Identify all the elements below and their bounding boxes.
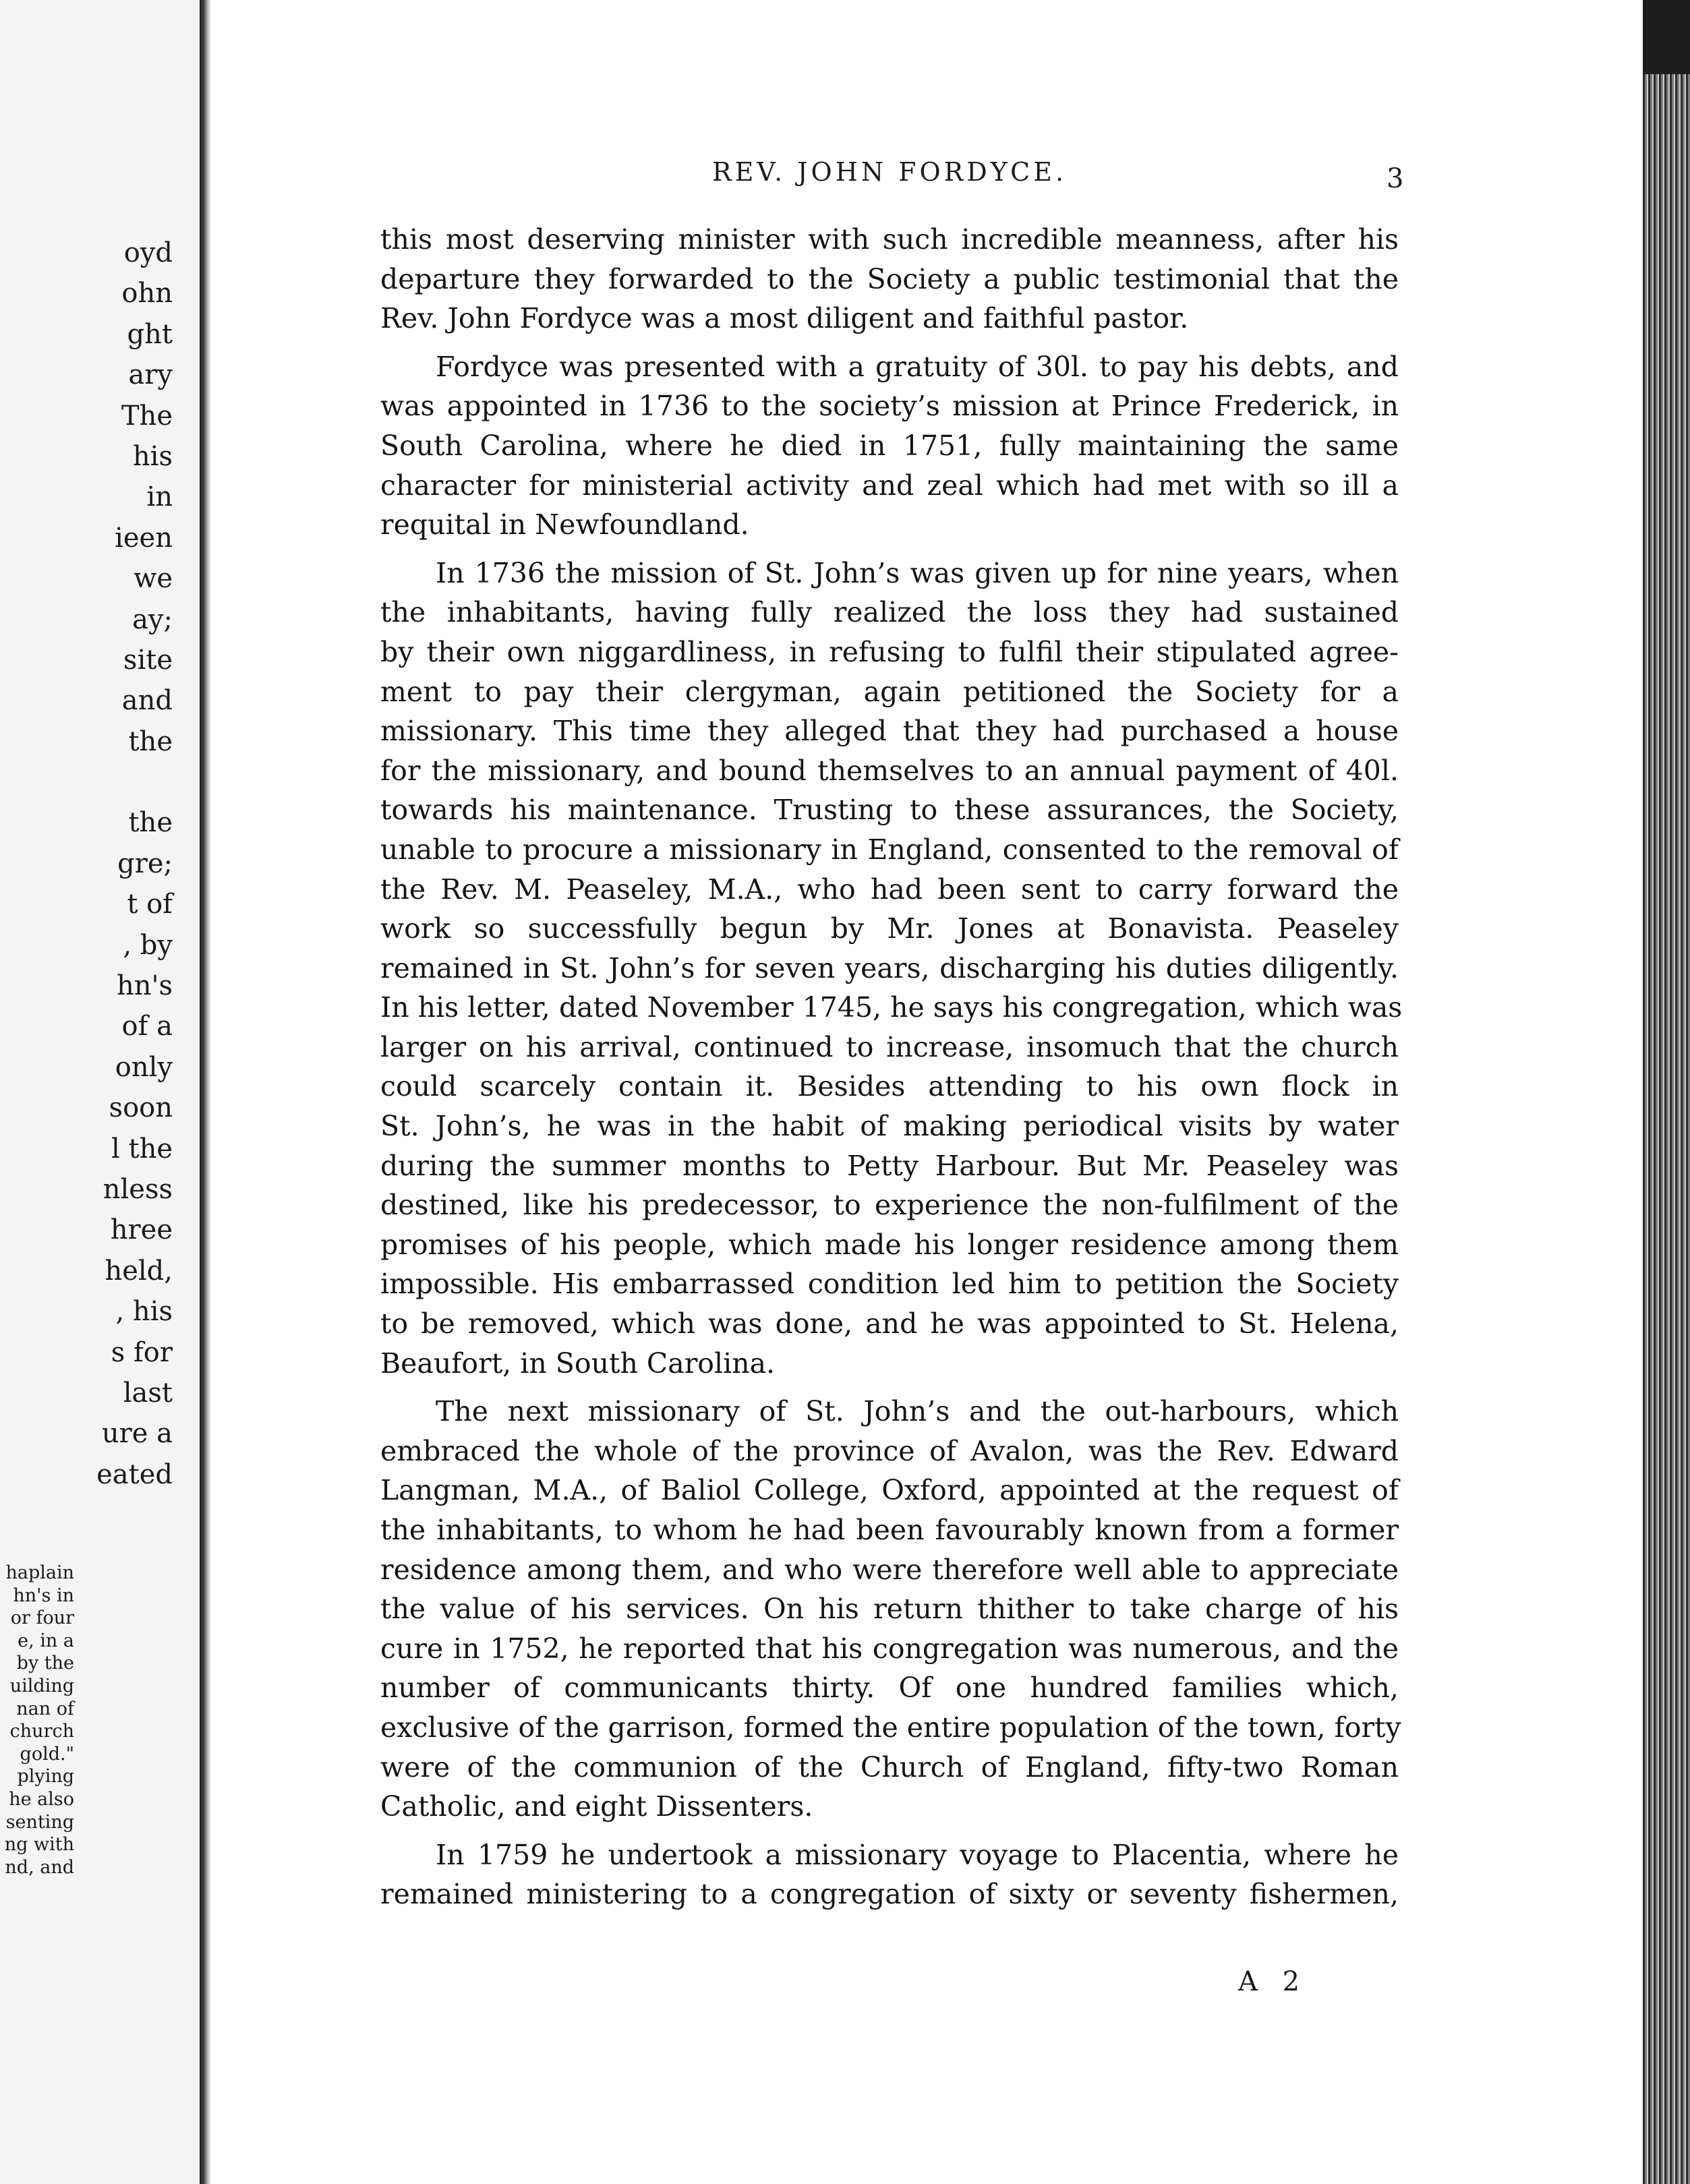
paragraph bbox=[380, 1392, 1399, 1827]
fragment-line: t of bbox=[127, 889, 173, 920]
page-number: 3 bbox=[1387, 163, 1404, 194]
fragment-line: and bbox=[121, 685, 173, 717]
text-line: In 1736 the mission of St. John’s was given up for nine years, when bbox=[436, 556, 1399, 589]
text-line: remained in St. John’s for seven years, discharging his duties diligently. bbox=[380, 951, 1399, 984]
fragment-line: soon bbox=[109, 1092, 173, 1124]
footnote-line: gold." bbox=[20, 1743, 74, 1765]
fragment-line: in bbox=[146, 481, 173, 513]
left-page-footnotes bbox=[0, 1562, 74, 1879]
fragment-line: hree bbox=[110, 1214, 173, 1246]
fragment-line: oyd bbox=[123, 237, 173, 268]
footnote-line: hn's in bbox=[13, 1585, 74, 1606]
text-line: work so successfully begun by Mr. Jones at Bonavista. Peaseley bbox=[380, 912, 1399, 945]
fragment-gap bbox=[96, 762, 173, 802]
text-line: cure in 1752, he reported that his congregation was numerous, and the bbox=[380, 1632, 1399, 1665]
text-line: unable to procure a missionary in England, consented to the removal of bbox=[380, 833, 1399, 866]
text-line: In 1759 he undertook a missionary voyage to Placentia, where he bbox=[436, 1838, 1399, 1871]
fragment-line: hn's bbox=[116, 970, 173, 1002]
text-line: missionary. This time they alleged that they had purchased a house bbox=[380, 715, 1399, 748]
text-line: departure they forwarded to the Society a public testimonial that the bbox=[380, 262, 1399, 295]
fragment-line: the bbox=[128, 807, 173, 839]
footnote-line: church bbox=[9, 1721, 74, 1742]
fragment-line: ieen bbox=[115, 522, 173, 554]
page-edge-shadow bbox=[1643, 0, 1690, 74]
paragraph bbox=[380, 1835, 1399, 1914]
paragraph bbox=[380, 554, 1403, 1383]
fragment-line: held, bbox=[105, 1255, 173, 1287]
book-gutter bbox=[200, 0, 210, 2184]
fragment-line: , by bbox=[123, 929, 173, 961]
text-line: the inhabitants, having fully realized the loss they had sustained bbox=[380, 596, 1399, 629]
page-edges bbox=[1643, 0, 1690, 2184]
fragment-line: ght bbox=[127, 318, 173, 350]
text-line: Beaufort, in South Carolina. bbox=[380, 1347, 776, 1380]
text-line: character for ministerial activity and zeal which had met with so ill a bbox=[380, 469, 1399, 502]
footnote-line: e, in a bbox=[18, 1630, 74, 1651]
text-line: by their own niggardliness, in refusing to fulfil their stipulated agree- bbox=[380, 635, 1399, 668]
footnote-line: nan of bbox=[16, 1698, 74, 1719]
footnote-line: by the bbox=[16, 1653, 74, 1674]
fragment-line: s for bbox=[111, 1336, 173, 1368]
footnote-line: senting bbox=[5, 1811, 74, 1833]
text-line: Langman, M.A., of Baliol College, Oxford, appointed at the request of bbox=[380, 1474, 1399, 1507]
text-line: destined, like his predecessor, to experience the non-fulfilment of the bbox=[380, 1189, 1399, 1222]
text-line: could scarcely contain it. Besides attending to his own flock in bbox=[380, 1070, 1399, 1103]
text-line: towards his maintenance. Trusting to these assurances, the Society, bbox=[380, 794, 1399, 827]
fragment-line: nless bbox=[103, 1173, 173, 1205]
text-line: The next missionary of St. John’s and the out-harbours, which bbox=[436, 1395, 1399, 1428]
text-line: promises of his people, which made his longer residence among them bbox=[380, 1228, 1399, 1261]
signature-mark: A 2 bbox=[1238, 1966, 1308, 1997]
text-line: the inhabitants, to whom he had been favourably known from a former bbox=[380, 1514, 1399, 1546]
footnote-line: nd, and bbox=[5, 1856, 74, 1878]
text-line: South Carolina, where he died in 1751, fully maintaining the same bbox=[380, 429, 1399, 462]
text-line: exclusive of the garrison, formed the entire population of the town, forty bbox=[380, 1711, 1401, 1744]
fragment-line: ary bbox=[128, 359, 173, 391]
text-line: were of the communion of the Church of England, fifty-two Roman bbox=[380, 1750, 1399, 1783]
text-line: St. John’s, he was in the habit of making periodical visits by water bbox=[380, 1110, 1399, 1143]
footnote-line: haplain bbox=[5, 1562, 74, 1583]
fragment-line: The bbox=[121, 400, 173, 432]
footnote-line: plying bbox=[17, 1766, 74, 1788]
text-line: the Rev. M. Peaseley, M.A., who had been sent to carry forward the bbox=[380, 873, 1399, 906]
paragraph bbox=[380, 220, 1399, 338]
footnote-line: uilding bbox=[9, 1675, 74, 1696]
fragment-line: ay; bbox=[132, 603, 173, 635]
fragment-line: l the bbox=[111, 1133, 173, 1164]
text-line: to be removed, which was done, and he was appointed to St. Helena, bbox=[380, 1307, 1399, 1340]
text-line: for the missionary, and bound themselves to an annual payment of 40l. bbox=[380, 754, 1399, 787]
text-line: requital in Newfoundland. bbox=[380, 508, 749, 541]
text-line: remained ministering to a congregation of sixty or seventy fishermen, bbox=[380, 1878, 1399, 1911]
text-line: the value of his services. On his return thither to take charge of his bbox=[380, 1593, 1399, 1626]
text-line: ment to pay their clergyman, again petitioned the Society for a bbox=[380, 675, 1399, 708]
paragraph bbox=[380, 347, 1399, 545]
fragment-line: of a bbox=[121, 1011, 173, 1042]
fragment-line: his bbox=[132, 440, 173, 472]
fragment-line: gre; bbox=[117, 848, 173, 879]
footnote-line: he also bbox=[9, 1788, 74, 1810]
text-line: larger on his arrival, continued to increase, insomuch that the church bbox=[380, 1030, 1399, 1063]
fragment-line: site bbox=[123, 644, 173, 676]
fragment-line: the bbox=[128, 726, 173, 757]
text-line: In his letter, dated November 1745, he says his congregation, which was bbox=[380, 991, 1403, 1024]
text-line: Rev. John Fordyce was a most diligent and faithful pastor. bbox=[380, 302, 1189, 335]
text-line: embraced the whole of the province of Avalon, was the Rev. Edward bbox=[380, 1434, 1399, 1467]
footnote-line: ng with bbox=[4, 1834, 74, 1856]
body-text bbox=[380, 220, 1403, 1923]
fragment-line: last bbox=[123, 1377, 173, 1409]
fragment-line: eated bbox=[96, 1458, 173, 1490]
text-line: Fordyce was presented with a gratuity of 30l. to pay his debts, and bbox=[436, 350, 1399, 383]
text-line: Catholic, and eight Dissenters. bbox=[380, 1790, 813, 1823]
running-head: REV. JOHN FORDYCE. bbox=[712, 157, 1068, 187]
fragment-line: ohn bbox=[121, 278, 173, 309]
fragment-line: ure a bbox=[101, 1418, 173, 1450]
text-line: during the summer months to Petty Harbour. But Mr. Peaseley was bbox=[380, 1149, 1399, 1182]
left-page-main-text bbox=[96, 233, 173, 1495]
fragment-line: only bbox=[115, 1051, 173, 1083]
text-line: this most deserving minister with such incredible meanness, after his bbox=[380, 223, 1399, 256]
text-line: impossible. His embarrassed condition led him to petition the Society bbox=[380, 1268, 1399, 1301]
text-line: was appointed in 1736 to the society’s mission at Prince Frederick, in bbox=[380, 390, 1399, 423]
text-line: residence among them, and who were therefore well able to appreciate bbox=[380, 1553, 1399, 1586]
left-page-fragment bbox=[0, 0, 200, 2184]
fragment-line: we bbox=[134, 563, 173, 595]
fragment-line: , his bbox=[115, 1296, 173, 1328]
text-line: number of communicants thirty. Of one hundred families which, bbox=[380, 1672, 1399, 1705]
footnote-line: or four bbox=[10, 1607, 74, 1629]
